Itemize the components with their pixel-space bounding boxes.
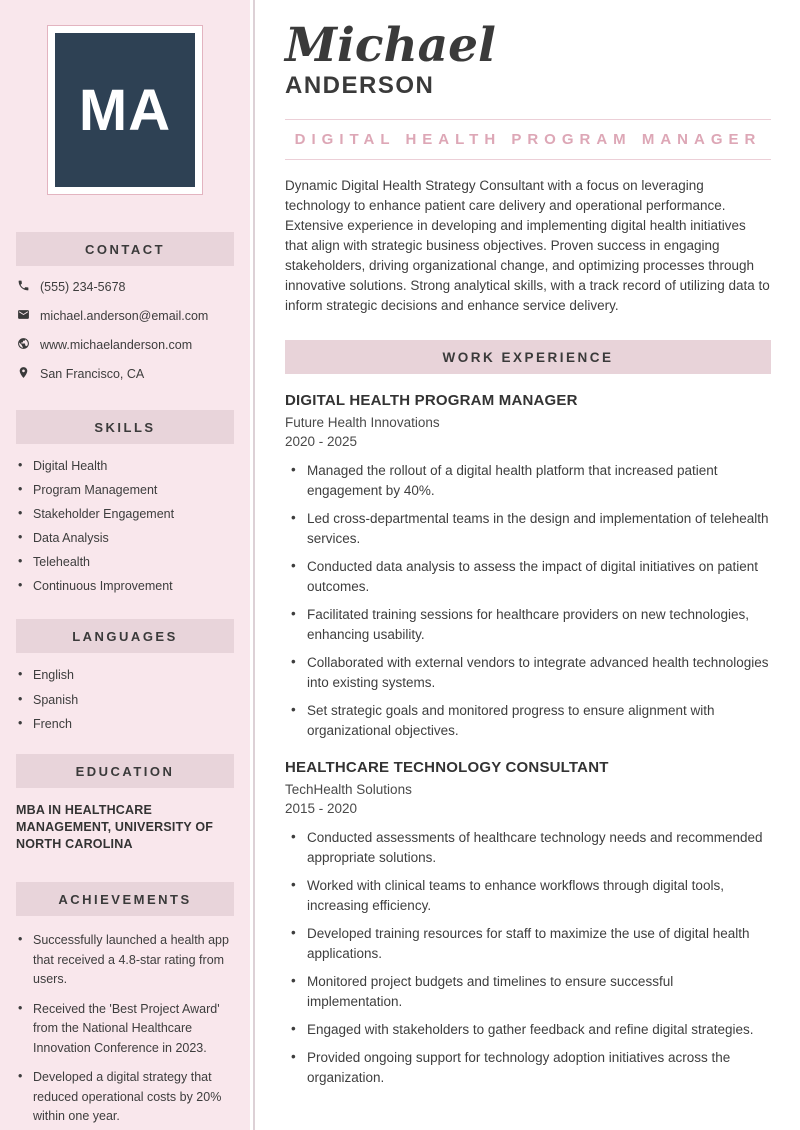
contact-section-header: CONTACT [16,232,234,266]
job-bullet: • Set strategic goals and monitored progress to ensure alignment with organizational objectives. [291,701,771,741]
job-bullet: • Collaborated with external vendors to integrate advanced health technologies into existing systems. [291,653,771,693]
job-dates: 2015 - 2020 [285,801,358,817]
location-icon [17,366,30,382]
skill-item: • Stakeholder Engagement [18,507,240,521]
job-entry-1 [285,392,771,741]
job-company: TechHealth Solutions [285,782,412,798]
skills-section-header: SKILLS [16,410,234,444]
job-bullet: • Developed training resources for staff to maximize the use of digital health applications. [291,924,771,964]
last-name: ANDERSON [285,71,435,99]
avatar-frame [47,25,203,195]
skills-list [18,459,240,593]
job-title: DIGITAL HEALTH PROGRAM MANAGER [285,392,578,410]
languages-section-header: LANGUAGES [16,619,234,653]
column-divider [253,0,255,1130]
achievement-item: • Developed a digital strategy that reduced operational costs by 20% within one year. [18,1068,238,1127]
job-bullet: • Managed the rollout of a digital health platform that increased patient engagement by 40%. [291,461,771,501]
job-company: Future Health Innovations [285,415,440,431]
job-bullet-list [291,828,771,1088]
contact-list [17,279,240,382]
education-section-header: EDUCATION [16,754,234,788]
contact-email-text: michael.anderson@email.com [40,309,209,323]
job-bullet: • Facilitated training sessions for healthcare providers on new technologies, enhancing usability. [291,605,771,645]
achievements-section-header: ACHIEVEMENTS [16,882,234,916]
main-column [285,0,771,1096]
sidebar [0,0,250,1130]
role-title: DIGITAL HEALTH PROGRAM MANAGER [294,130,762,148]
achievement-item: • Received the 'Best Project Award' from the National Healthcare Innovation Conference in 2023. [18,1000,238,1059]
contact-item-email [17,308,240,324]
role-title-block [285,119,771,160]
job-bullet: • Monitored project budgets and timelines to ensure successful implementation. [291,972,771,1012]
job-bullet: • Conducted assessments of healthcare technology needs and recommended appropriate solutions. [291,828,771,868]
globe-icon [17,337,30,353]
job-bullet: • Provided ongoing support for technology adoption initiatives across the organization. [291,1048,771,1088]
achievement-item: • Successfully launched a health app that received a 4.8-star rating from users. [18,931,238,990]
contact-website-text: www.michaelanderson.com [40,338,193,352]
job-bullet: • Engaged with stakeholders to gather feedback and refine digital strategies. [291,1020,771,1040]
skill-item: • Telehealth [18,555,240,569]
languages-list [18,668,240,731]
work-experience-header: WORK EXPERIENCE [285,340,771,374]
avatar: MA [55,33,195,187]
summary-paragraph: Dynamic Digital Health Strategy Consultant with a focus on leveraging technology to enhance patient care delivery and operational performance. Extensive experience in developing and implementing digital health initiatives that align with strategic business objectives. Proven success in engaging stakeholders, driving organizational change, and optimizing processes through innovative solutions. Strong analytical skills, with a track record of utilizing data to inform strategic decisions and enhance service delivery. [285,177,770,314]
contact-location-text: San Francisco, CA [40,367,145,381]
contact-phone-text: (555) 234-5678 [40,280,126,294]
education-degree: MBA IN HEALTHCARE MANAGEMENT, UNIVERSITY OF NORTH CAROLINA [16,803,214,851]
job-bullet: • Worked with clinical teams to enhance workflows through digital tools, increasing efficiency. [291,876,771,916]
job-bullet: • Conducted data analysis to assess the impact of digital initiatives on patient outcomes. [291,557,771,597]
achievements-list [18,931,238,1127]
job-bullet-list [291,461,771,741]
language-item: • French [18,717,240,731]
job-title: HEALTHCARE TECHNOLOGY CONSULTANT [285,759,609,777]
skill-item: • Continuous Improvement [18,579,240,593]
job-dates: 2020 - 2025 [285,434,358,450]
job-bullet: • Led cross-departmental teams in the design and implementation of telehealth services. [291,509,771,549]
contact-item-phone [17,279,240,295]
phone-icon [17,279,30,295]
skill-item: • Digital Health [18,459,240,473]
language-item: • Spanish [18,693,240,707]
skill-item: • Data Analysis [18,531,240,545]
language-item: • English [18,668,240,682]
skill-item: • Program Management [18,483,240,497]
contact-item-location [17,366,240,382]
email-icon [17,308,30,324]
contact-item-website [17,337,240,353]
first-name: Michael [285,18,496,73]
job-entry-2 [285,759,771,1088]
